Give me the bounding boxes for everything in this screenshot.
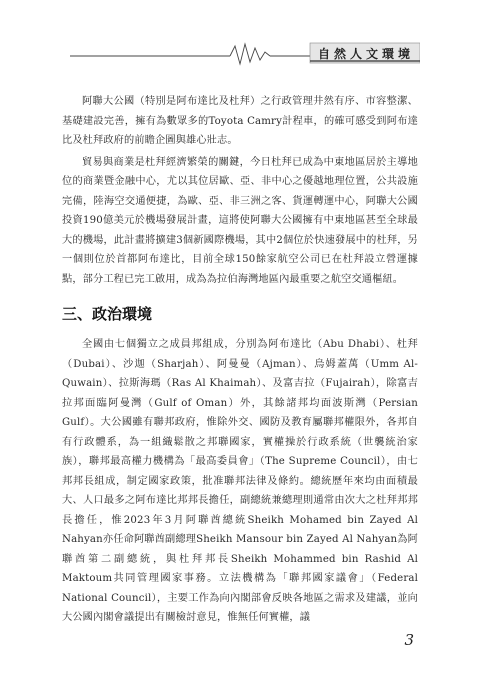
running-header <box>70 40 420 66</box>
page-body <box>62 92 418 628</box>
paragraph: 阿聯大公國（特別是阿布達比及杜拜）之行政管理井然有序、市容整潔、基礎建設完善，擁有為數眾多的Toyota Camry計程車，的確可感受到阿布達比及杜拜政府的前瞻企圖與雄心壯志。 <box>62 96 418 146</box>
section-heading: 三、政治環境 <box>62 305 153 323</box>
paragraph: 全國由七個獨立之成員邦組成，分別為阿布達比（Abu Dhabi）、杜拜（Dubai）、沙迦（Sharjah）、阿曼曼（Ajman）、烏姆蓋萬（Umm Al-Quwain）、拉斯海瑪（Ras Al Khaimah）、及富吉拉（Fujairah），除富吉拉邦面臨阿曼灣（Gulf of Oman）外，其餘諸邦均面波斯灣（Persian Gulf）。大公國雖有聯邦政府，惟除外交、國防及教育屬聯邦權限外，各邦自有行政體系，為一組織鬆散之邦聯國家，實權操於行政系統（世襲統治家族），聯邦最高權力機構為「最高委員會」（The Supreme Council），由七邦邦長組成，制定國家政策，批准聯邦法律及條約。總統歷年來均由面積最大、人口最多之阿布達比邦邦長擔任，副總統兼總理則通常由次大之杜拜邦邦長擔任，惟2023年3月阿聯酋總統Sheikh Mohamed bin Zayed Al Nahyan亦任命阿聯酋副總理Sheikh Mansour bin Zayed Al Nahyan為阿聯酋第二副總統，與杜拜邦長Sheikh Mohammed bin Rashid Al Maktoum共同管理國家事務。立法機構為「聯邦國家議會」（Federal National Council），主要工作為向內閣部會反映各地區之需求及建議，並向大公國內閣會議提出有關檢討意見，惟無任何實權，議 <box>62 339 418 623</box>
paragraph: 貿易與商業是杜拜經濟繁榮的關鍵，今日杜拜已成為中東地區居於主導地位的商業暨金融中心，尤以其位居歐、亞、非中心之優越地理位置，公共設施完備，陸海空交通便捷，為歐、亞、非三洲之客、貨運轉運中心，阿聯大公國投資190億美元於機場發展計畫，這將使阿聯大公國擁有中東地區甚至全球最大的機場，此計畫將擴建3個新國際機場，其中2個位於快速發展中的杜拜，另一個則位於首都阿布達比，目前全球150餘家航空公司已在杜拜設立營運據點，部分工程已完工啟用，成為為拉伯海灣地區內最重要之航空交通樞紐。 <box>62 156 418 285</box>
header-title: 自然人文環境 <box>317 47 414 61</box>
page-number: 3 <box>404 631 414 649</box>
